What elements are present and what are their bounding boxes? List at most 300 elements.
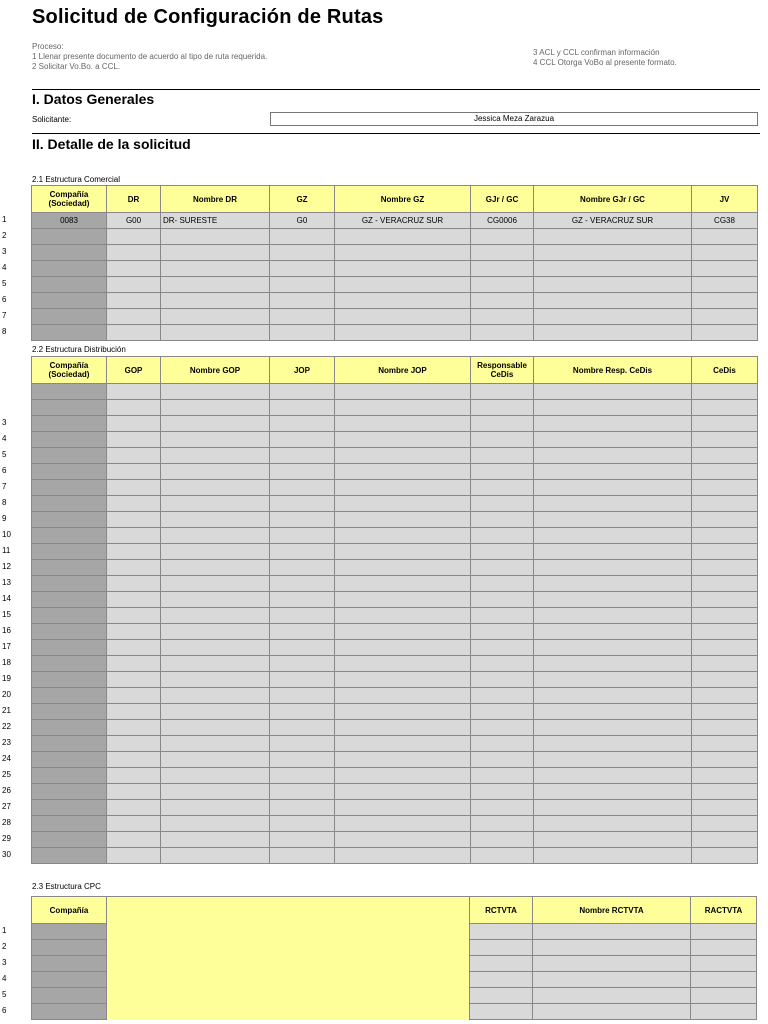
table-cell[interactable] [32,245,107,261]
table-cell[interactable] [335,768,471,784]
table-cell[interactable] [534,720,692,736]
table-cell[interactable] [692,656,758,672]
table-cell[interactable] [270,592,335,608]
table-cell[interactable] [335,384,471,400]
table-cell[interactable] [270,464,335,480]
table-cell[interactable] [161,592,270,608]
table-cell[interactable] [32,325,107,341]
table-cell[interactable] [107,816,161,832]
table-cell[interactable] [32,309,107,325]
table-cell[interactable] [32,261,107,277]
table-cell[interactable] [534,768,692,784]
table-cell[interactable] [32,736,107,752]
table-cell[interactable] [335,245,471,261]
table-cell[interactable] [161,816,270,832]
table-cell[interactable] [270,261,335,277]
table-cell[interactable] [534,512,692,528]
table-cell[interactable] [270,432,335,448]
table-cell[interactable] [161,432,270,448]
table-cell[interactable] [471,229,534,245]
table-cell[interactable] [32,768,107,784]
table-cell[interactable] [691,1004,757,1020]
table-cell[interactable]: CG38 [692,213,758,229]
table-cell[interactable] [107,832,161,848]
table-cell[interactable] [471,245,534,261]
table-cell[interactable] [534,261,692,277]
table-cell[interactable] [161,576,270,592]
table-cell[interactable] [471,832,534,848]
table-cell[interactable] [692,576,758,592]
table-cell[interactable] [471,277,534,293]
table-cell[interactable] [107,528,161,544]
table-cell[interactable] [692,277,758,293]
table-cell[interactable] [335,656,471,672]
table-cell[interactable] [32,229,107,245]
table-cell[interactable] [534,496,692,512]
table-cell[interactable] [32,784,107,800]
table-cell[interactable] [161,800,270,816]
table-cell[interactable] [692,293,758,309]
table-cell[interactable] [692,688,758,704]
table-cell[interactable] [107,848,161,864]
table-cell[interactable] [534,293,692,309]
table-cell[interactable] [692,464,758,480]
table-cell[interactable] [107,752,161,768]
table-cell[interactable] [471,325,534,341]
table-cell[interactable] [270,704,335,720]
table-cell[interactable] [691,972,757,988]
table-cell[interactable] [471,261,534,277]
table-cell[interactable] [32,656,107,672]
table-cell[interactable] [161,309,270,325]
table-cell[interactable] [534,608,692,624]
table-cell[interactable] [107,325,161,341]
table-cell[interactable] [161,325,270,341]
table-cell[interactable] [692,832,758,848]
table-cell[interactable] [161,832,270,848]
table-cell[interactable] [32,432,107,448]
table-cell[interactable] [692,384,758,400]
table-cell[interactable] [534,560,692,576]
table-cell[interactable] [533,988,691,1004]
table-cell[interactable] [270,768,335,784]
table-cell[interactable] [533,1004,691,1020]
table-cell[interactable] [335,640,471,656]
table-cell[interactable] [335,592,471,608]
table-cell[interactable] [335,325,471,341]
table-cell[interactable] [471,416,534,432]
table-cell[interactable] [692,229,758,245]
table-cell[interactable] [270,245,335,261]
table-cell[interactable] [534,848,692,864]
table-cell[interactable] [270,832,335,848]
table-cell[interactable] [107,432,161,448]
table-cell[interactable]: GZ - VERACRUZ SUR [534,213,692,229]
table-cell[interactable] [107,384,161,400]
table-cell[interactable] [335,432,471,448]
table-cell[interactable] [161,784,270,800]
table-cell[interactable] [471,480,534,496]
table-cell[interactable] [161,464,270,480]
table-cell[interactable] [534,736,692,752]
table-cell[interactable] [471,400,534,416]
table-cell[interactable] [270,325,335,341]
table-cell[interactable] [161,416,270,432]
table-cell[interactable]: DR- SURESTE [161,213,270,229]
table-cell[interactable] [335,512,471,528]
table-cell[interactable] [335,261,471,277]
table-cell[interactable] [471,624,534,640]
table-cell[interactable] [335,624,471,640]
table-cell[interactable] [107,448,161,464]
table-cell[interactable] [107,544,161,560]
table-cell[interactable] [692,768,758,784]
table-cell[interactable] [692,528,758,544]
table-cell[interactable] [270,528,335,544]
solicitante-field[interactable]: Jessica Meza Zarazua [270,112,758,126]
table-cell[interactable] [470,940,533,956]
table-cell[interactable] [471,816,534,832]
table-cell[interactable] [470,924,533,940]
table-cell[interactable] [335,528,471,544]
table-cell[interactable] [32,528,107,544]
table-cell[interactable] [335,309,471,325]
table-cell[interactable] [335,704,471,720]
table-cell[interactable] [107,972,470,988]
table-cell[interactable] [107,245,161,261]
table-cell[interactable] [270,656,335,672]
table-cell[interactable] [692,544,758,560]
table-cell[interactable] [534,816,692,832]
table-cell[interactable] [32,940,107,956]
table-cell[interactable] [270,293,335,309]
table-cell[interactable] [32,672,107,688]
table-cell[interactable] [692,784,758,800]
table-cell[interactable] [335,720,471,736]
table-cell[interactable] [335,800,471,816]
table-cell[interactable] [692,816,758,832]
table-cell[interactable] [270,784,335,800]
table-cell[interactable]: G00 [107,213,161,229]
table-cell[interactable] [533,972,691,988]
table-cell[interactable] [335,576,471,592]
table-cell[interactable] [692,480,758,496]
table-cell[interactable] [161,736,270,752]
table-cell[interactable] [32,400,107,416]
table-cell[interactable] [32,848,107,864]
table-cell[interactable] [32,608,107,624]
table-cell[interactable] [32,688,107,704]
table-cell[interactable] [471,576,534,592]
table-cell[interactable] [692,448,758,464]
table-cell[interactable]: GZ - VERACRUZ SUR [335,213,471,229]
table-cell[interactable] [161,752,270,768]
table-cell[interactable] [32,924,107,940]
table-cell[interactable]: 0083 [32,213,107,229]
table-cell[interactable] [161,293,270,309]
table-cell[interactable] [270,736,335,752]
table-cell[interactable] [471,672,534,688]
table-cell[interactable] [534,229,692,245]
table-cell[interactable] [107,608,161,624]
table-cell[interactable] [692,416,758,432]
table-cell[interactable] [335,448,471,464]
table-cell[interactable] [107,640,161,656]
table-cell[interactable] [161,277,270,293]
table-cell[interactable] [32,293,107,309]
table-cell[interactable] [107,560,161,576]
table-cell[interactable] [32,277,107,293]
table-cell[interactable] [32,416,107,432]
table-cell[interactable] [335,816,471,832]
table-cell[interactable] [534,800,692,816]
table-cell[interactable] [692,672,758,688]
table-cell[interactable] [32,384,107,400]
table-cell[interactable] [335,400,471,416]
table-cell[interactable] [270,229,335,245]
table-cell[interactable] [270,544,335,560]
table-cell[interactable] [335,848,471,864]
table-cell[interactable] [335,544,471,560]
table-cell[interactable] [270,816,335,832]
table-cell[interactable] [471,512,534,528]
table-cell[interactable] [107,940,470,956]
table-cell[interactable] [161,229,270,245]
table-cell[interactable] [161,560,270,576]
table-cell[interactable] [270,400,335,416]
table-cell[interactable] [471,293,534,309]
table-cell[interactable] [471,720,534,736]
table-cell[interactable] [335,277,471,293]
table-cell[interactable] [471,309,534,325]
table-cell[interactable] [270,576,335,592]
table-cell[interactable] [471,560,534,576]
table-cell[interactable] [471,608,534,624]
table-cell[interactable] [32,544,107,560]
table-cell[interactable] [471,464,534,480]
table-cell[interactable] [335,416,471,432]
table-cell[interactable] [471,432,534,448]
table-cell[interactable] [32,448,107,464]
table-cell[interactable] [107,261,161,277]
table-cell[interactable] [107,229,161,245]
table-cell[interactable] [471,592,534,608]
table-cell[interactable] [692,560,758,576]
table-cell[interactable] [270,416,335,432]
table-cell[interactable] [270,720,335,736]
table-cell[interactable] [161,528,270,544]
table-cell[interactable] [107,924,470,940]
table-cell[interactable] [32,480,107,496]
table-cell[interactable] [270,640,335,656]
table-cell[interactable] [692,261,758,277]
table-cell[interactable] [692,704,758,720]
table-cell[interactable] [692,640,758,656]
table-cell[interactable] [335,229,471,245]
table-cell[interactable] [32,1004,107,1020]
table-cell[interactable] [692,400,758,416]
table-cell[interactable] [161,245,270,261]
table-cell[interactable] [107,1004,470,1020]
table-cell[interactable] [335,496,471,512]
table-cell[interactable] [161,480,270,496]
table-cell[interactable] [32,640,107,656]
table-cell[interactable] [32,972,107,988]
table-cell[interactable] [161,448,270,464]
table-cell[interactable] [270,688,335,704]
table-cell[interactable] [270,560,335,576]
table-cell[interactable] [32,560,107,576]
table-cell[interactable] [32,816,107,832]
table-cell[interactable] [32,512,107,528]
table-cell[interactable] [107,592,161,608]
table-cell[interactable] [32,496,107,512]
table-cell[interactable] [534,464,692,480]
table-cell[interactable] [161,496,270,512]
table-cell[interactable] [107,464,161,480]
table-cell[interactable] [534,309,692,325]
table-cell[interactable] [270,512,335,528]
table-cell[interactable] [32,464,107,480]
table-cell[interactable] [335,480,471,496]
table-cell[interactable] [691,988,757,1004]
table-cell[interactable] [471,384,534,400]
table-cell[interactable] [161,640,270,656]
table-cell[interactable] [107,784,161,800]
table-cell[interactable] [270,448,335,464]
table-cell[interactable]: G0 [270,213,335,229]
table-cell[interactable] [107,956,470,972]
table-cell[interactable] [335,784,471,800]
table-cell[interactable] [161,656,270,672]
table-cell[interactable] [470,1004,533,1020]
table-cell[interactable] [471,640,534,656]
table-cell[interactable] [533,956,691,972]
table-cell[interactable] [534,624,692,640]
table-cell[interactable] [107,656,161,672]
table-cell[interactable] [335,672,471,688]
table-cell[interactable] [534,832,692,848]
table-cell[interactable] [692,720,758,736]
table-cell[interactable] [534,656,692,672]
table-cell[interactable] [534,528,692,544]
table-cell[interactable] [270,309,335,325]
table-cell[interactable] [161,672,270,688]
table-cell[interactable] [107,293,161,309]
table-cell[interactable] [534,432,692,448]
table-cell[interactable] [161,400,270,416]
table-cell[interactable] [692,245,758,261]
table-cell[interactable] [32,576,107,592]
table-cell[interactable] [692,848,758,864]
table-cell[interactable] [534,752,692,768]
table-cell[interactable] [471,736,534,752]
table-cell[interactable] [534,704,692,720]
table-cell[interactable] [107,496,161,512]
table-cell[interactable] [692,752,758,768]
table-cell[interactable] [32,832,107,848]
table-cell[interactable] [471,544,534,560]
table-cell[interactable] [534,400,692,416]
table-cell[interactable] [471,752,534,768]
table-cell[interactable] [534,688,692,704]
table-cell[interactable] [471,800,534,816]
table-cell[interactable] [533,924,691,940]
table-cell[interactable] [692,592,758,608]
table-cell[interactable] [471,656,534,672]
table-cell[interactable] [32,956,107,972]
table-cell[interactable] [471,768,534,784]
table-cell[interactable] [270,800,335,816]
table-cell[interactable] [692,309,758,325]
table-cell[interactable] [270,480,335,496]
table-cell[interactable] [534,576,692,592]
table-cell[interactable] [161,384,270,400]
table-cell[interactable] [107,416,161,432]
table-cell[interactable] [534,245,692,261]
table-cell[interactable] [107,624,161,640]
table-cell[interactable] [335,736,471,752]
table-cell[interactable] [270,752,335,768]
table-cell[interactable] [534,277,692,293]
table-cell[interactable] [270,496,335,512]
table-cell[interactable] [534,325,692,341]
table-cell[interactable] [32,752,107,768]
table-cell[interactable] [107,576,161,592]
table-cell[interactable] [32,720,107,736]
table-cell[interactable] [107,688,161,704]
table-cell[interactable] [161,848,270,864]
table-cell[interactable] [534,784,692,800]
table-cell[interactable] [534,592,692,608]
table-cell[interactable] [534,672,692,688]
table-cell[interactable] [270,848,335,864]
table-cell[interactable] [692,325,758,341]
table-cell[interactable] [533,940,691,956]
table-cell[interactable] [471,448,534,464]
table-cell[interactable] [161,624,270,640]
table-cell[interactable] [270,277,335,293]
table-cell[interactable] [471,784,534,800]
table-cell[interactable] [161,704,270,720]
table-cell[interactable] [692,608,758,624]
table-cell[interactable] [692,512,758,528]
table-cell[interactable] [335,608,471,624]
table-cell[interactable] [270,624,335,640]
table-cell[interactable] [335,752,471,768]
table-cell[interactable] [107,704,161,720]
table-cell[interactable] [534,416,692,432]
table-cell[interactable] [270,608,335,624]
table-cell[interactable] [534,640,692,656]
table-cell[interactable] [161,688,270,704]
table-cell[interactable] [470,956,533,972]
table-cell[interactable] [107,400,161,416]
table-cell[interactable] [107,512,161,528]
table-cell[interactable] [470,988,533,1004]
table-cell[interactable] [470,972,533,988]
table-cell[interactable] [32,704,107,720]
table-cell[interactable] [534,544,692,560]
table-cell[interactable] [270,672,335,688]
table-cell[interactable] [107,720,161,736]
table-cell[interactable] [161,261,270,277]
table-cell[interactable] [270,384,335,400]
table-cell[interactable] [32,592,107,608]
table-cell[interactable] [471,528,534,544]
table-cell[interactable] [691,924,757,940]
table-cell[interactable] [161,768,270,784]
